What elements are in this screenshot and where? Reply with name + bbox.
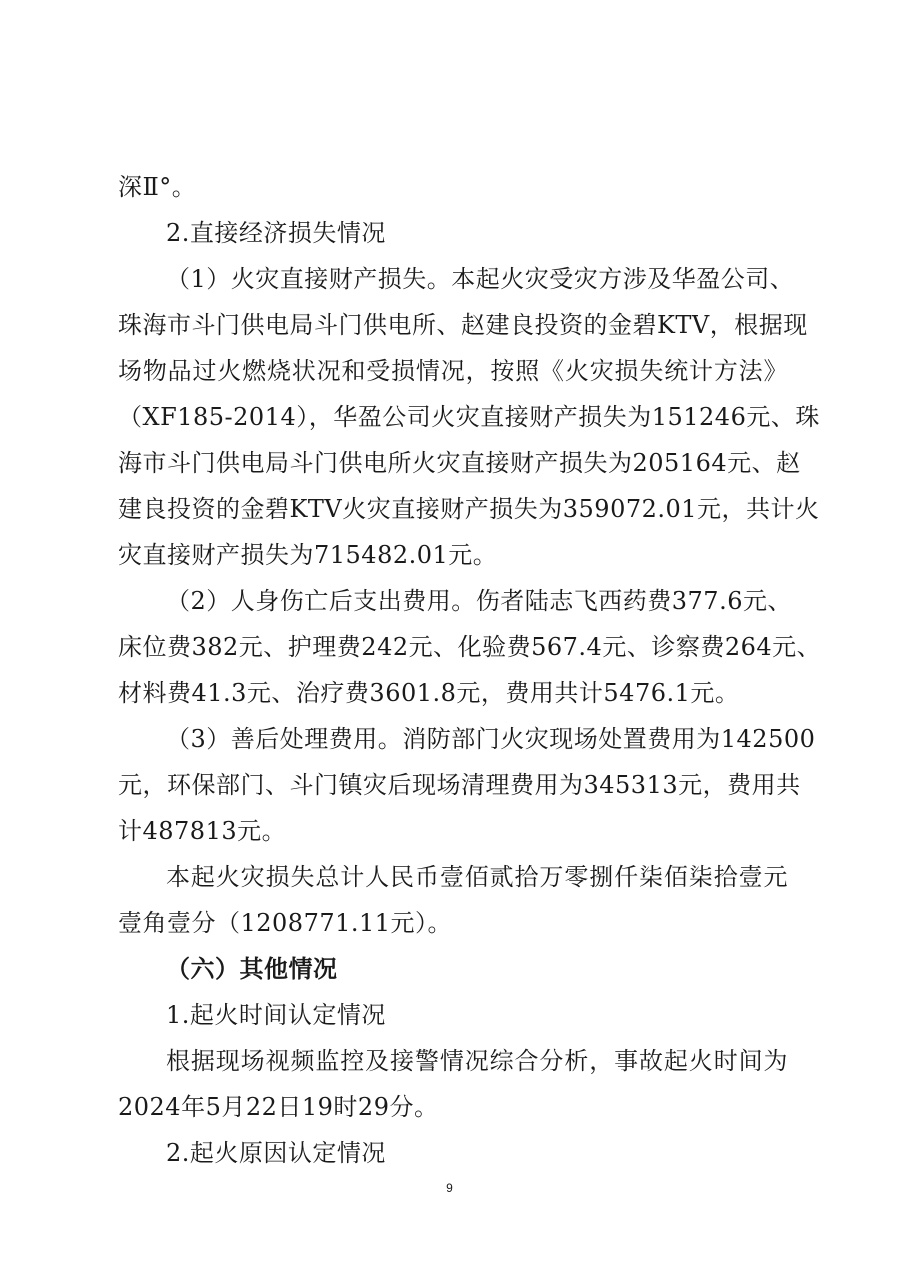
text-line: 深Ⅱ°。 [118,173,197,201]
text-line: 2024年5月22日19时29分。 [118,1093,439,1121]
text-line: （1）火灾直接财产损失。本起火灾受灾方涉及华盈公司、 [166,265,795,293]
text-line: （2）人身伤亡后支出费用。伤者陆志飞西药费377.6元、 [166,587,792,615]
text-line: 壹角壹分（1208771.11元）。 [118,909,453,937]
text-line: 灾直接财产损失为715482.01元。 [118,541,498,569]
text-line: （XF185-2014），华盈公司火灾直接财产损失为151246元、珠 [118,403,820,431]
subsection-heading: 2.起火原因认定情况 [166,1139,386,1167]
text-line: 床位费382元、护理费242元、化验费567.4元、诊察费264元、 [118,633,822,661]
text-line: 计487813元。 [118,817,287,845]
section-heading: （六）其他情况 [166,954,338,983]
subsection-heading: 1.起火时间认定情况 [166,1001,386,1029]
text-line: 海市斗门供电局斗门供电所火灾直接财产损失为205164元、赵 [118,449,801,477]
text-line: 材料费41.3元、治疗费3601.8元，费用共计5476.1元。 [118,679,740,707]
text-line: 场物品过火燃烧状况和受损情况，按照《火灾损失统计方法》 [118,357,788,385]
text-line: 元，环保部门、斗门镇灾后现场清理费用为345313元，费用共 [118,771,801,799]
text-line: 根据现场视频监控及接警情况综合分析，事故起火时间为 [166,1047,788,1075]
text-line: （3）善后处理费用。消防部门火灾现场处置费用为142500 [166,725,816,753]
text-line: 本起火灾损失总计人民币壹佰贰拾万零捌仟柒佰柒拾壹元 [166,863,788,891]
text-line: 珠海市斗门供电局斗门供电所、赵建良投资的金碧KTV，根据现 [118,311,808,339]
subsection-heading: 2.直接经济损失情况 [166,219,386,247]
text-line: 建良投资的金碧KTV火灾直接财产损失为359072.01元，共计火 [118,495,820,523]
page-number: 9 [446,1181,453,1195]
